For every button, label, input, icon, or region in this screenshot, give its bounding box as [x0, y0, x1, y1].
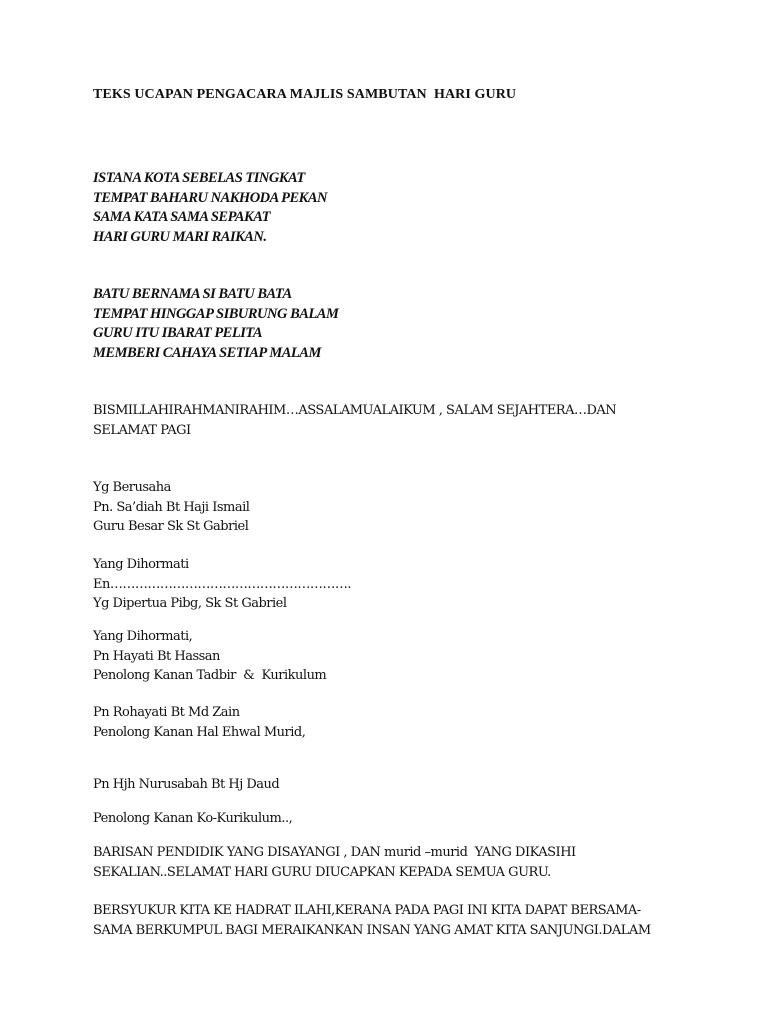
paragraph-line: SEKALIAN..SELAMAT HARI GURU DIUCAPKAN KEPADA SEMUA GURU.	[93, 864, 551, 880]
pantun-verse-2	[93, 285, 338, 363]
paragraph-line: BERSYUKUR KITA KE HADRAT ILAHI,KERANA PADA PAGI INI KITA DAPAT BERSAMA-	[93, 903, 641, 918]
document-title: TEKS UCAPAN PENGACARA MAJLIS SAMBUTAN HARI GURU	[93, 87, 517, 102]
greeting-line: BISMILLAHIRAHMANIRAHIM…ASSALAMUALAIKUM , SALAM SEJAHTERA…DAN	[93, 403, 617, 418]
salutation-line: Yg Dipertua Pibg, Sk St Gabriel	[93, 596, 287, 611]
pantun-line: GURU ITU IBARAT PELITA	[93, 325, 263, 341]
pantun-line: SAMA KATA SAMA SEPAKAT	[93, 209, 270, 225]
salutation-line: Pn Hayati Bt Hassan	[93, 648, 220, 664]
body-paragraph	[93, 901, 651, 940]
salutation-block	[93, 478, 249, 537]
salutation-line: Penolong Kanan Hal Ehwal Murid,	[93, 724, 306, 740]
salutation-line: Yg Berusaha	[93, 480, 171, 495]
greeting-line: SELAMAT PAGI	[93, 422, 191, 438]
salutation-block	[93, 703, 305, 742]
pantun-verse-1	[93, 169, 327, 247]
paragraph-line: SAMA BERKUMPUL BAGI MERAIKANKAN INSAN YANG AMAT KITA SANJUNGI.DALAM	[93, 922, 651, 938]
salutation-block	[93, 627, 326, 686]
salutation-line: Pn Rohayati Bt Md Zain	[93, 705, 240, 720]
salutation-block	[93, 555, 351, 614]
salutation-line: Yang Dihormati	[93, 557, 189, 572]
salutation-line: Penolong Kanan Tadbir & Kurikulum	[93, 668, 327, 683]
body-paragraph	[93, 843, 576, 882]
pantun-line: TEMPAT HINGGAP SIBURUNG BALAM	[93, 305, 339, 322]
paragraph-line: BARISAN PENDIDIK YANG DISAYANGI , DAN murid –murid YANG DIKASIHI	[93, 845, 576, 860]
salutation-line: Guru Besar Sk St Gabriel	[93, 519, 249, 534]
opening-greeting	[93, 401, 616, 440]
pantun-line: TEMPAT BAHARU NAKHODA PEKAN	[93, 189, 327, 206]
salutation-line: Yang Dihormati,	[93, 629, 193, 644]
salutation-block	[93, 809, 292, 829]
salutation-line: En………………………………………………….	[93, 576, 351, 592]
salutation-line: Pn. Sa’diah Bt Haji Ismail	[93, 499, 250, 515]
salutation-line: Penolong Kanan Ko-Kurikulum..,	[93, 811, 293, 826]
pantun-line: BATU BERNAMA SI BATU BATA	[93, 286, 292, 302]
pantun-line: ISTANA KOTA SEBELAS TINGKAT	[93, 170, 305, 186]
pantun-line: HARI GURU MARI RAIKAN.	[93, 228, 267, 245]
salutation-block	[93, 775, 279, 795]
pantun-line: MEMBERI CAHAYA SETIAP MALAM	[93, 344, 321, 361]
salutation-line: Pn Hjh Nurusabah Bt Hj Daud	[93, 777, 280, 792]
